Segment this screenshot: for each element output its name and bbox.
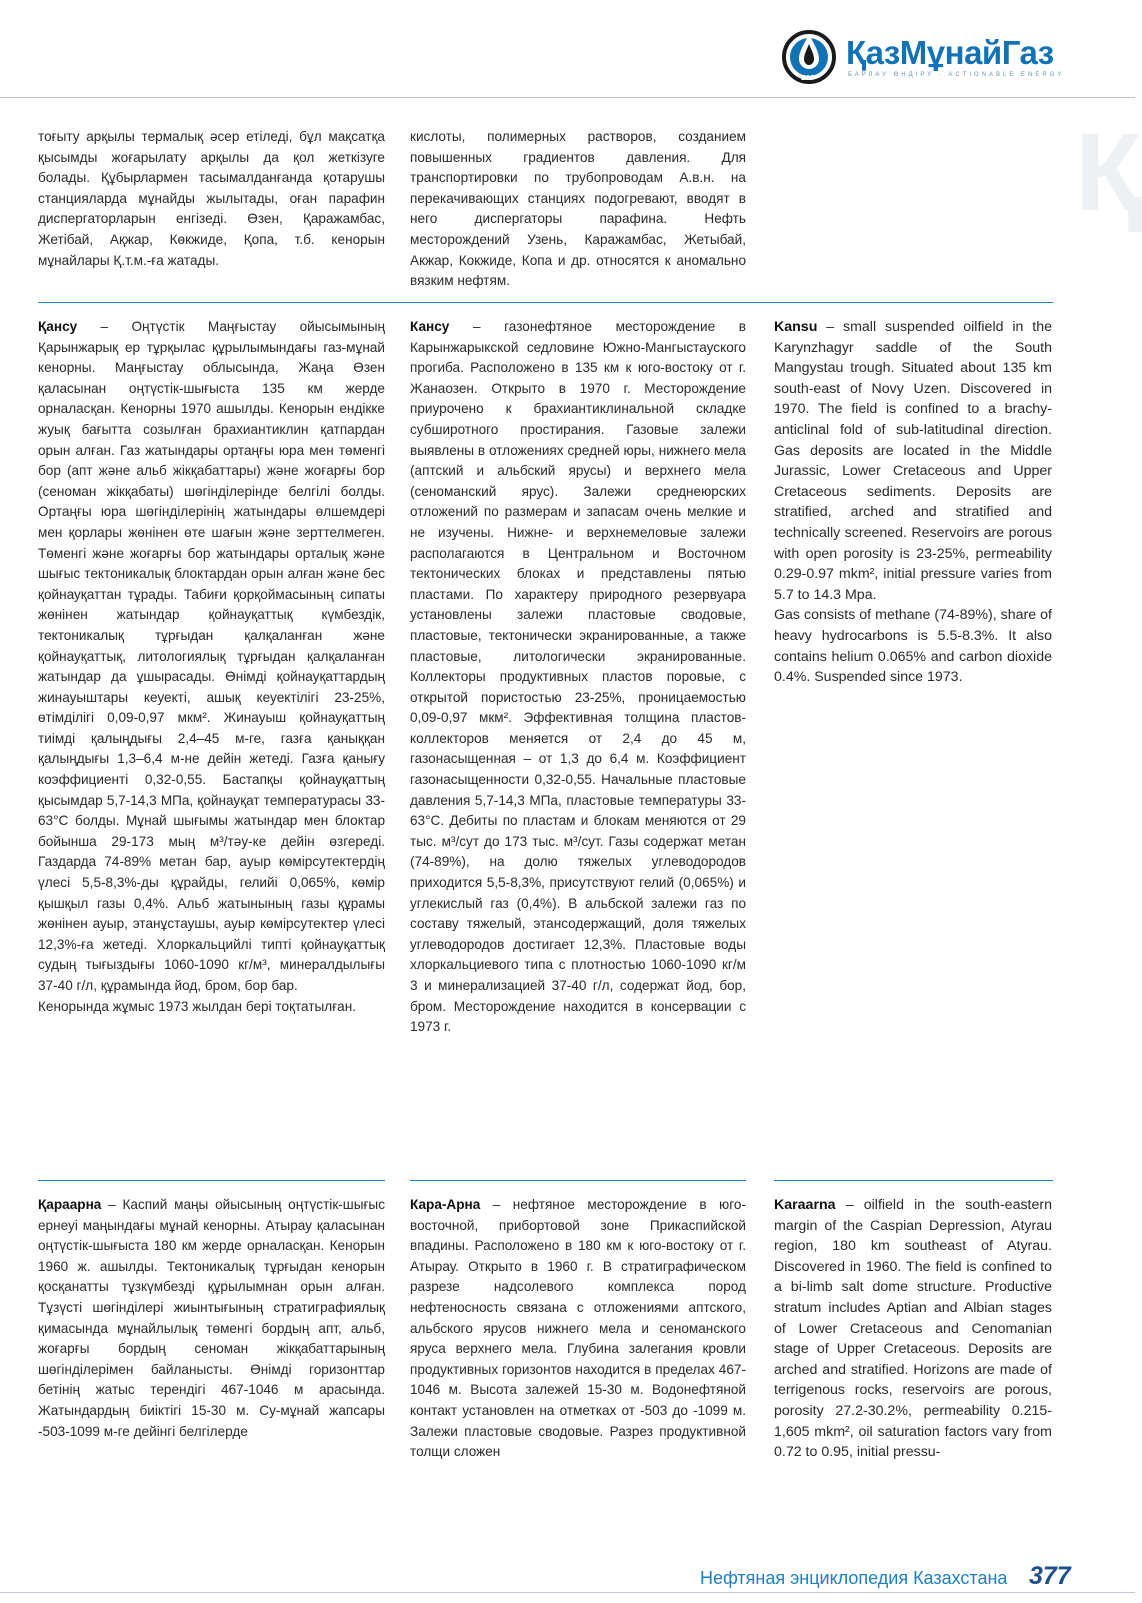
karaarna-russian-term: Кара-Арна bbox=[410, 1197, 481, 1212]
kansu-kazakh-text-2: Кенорында жұмыс 1973 жылдан бері тоқтатылған. bbox=[38, 998, 357, 1014]
kansu-english-text-2: Gas consists of methane (74-89%), share of heavy hydrocarbons is 5.5-8.3%. It also contains helium 0.065% and carbon dioxide 0.4%. Suspended since 1973. bbox=[774, 607, 1052, 686]
karaarna-kazakh-term: Қараарна bbox=[38, 1197, 102, 1212]
karaarna-russian-text: – нефтяное месторождение в юго-восточной, прибортовой зоне Прикаспийской впадины. Расположено в 180 км к юго-востоку от г. Атырау. Открыто в 1960 г. В стратиграфическом разрезе надсолевого комплекса пород нефтеносность связана с отложениями аптского, альбского ярусов нижнего мела и сеноманского яруса верхнего мела. Глубина залегания кровли продуктивных горизонтов находится в пределах 467-1046 м. Высота залежей 15-30 м. Водонефтяной контакт установлен на отметках от -503 до -1099 м. Залежи пластовые сводовые. Разрез продуктивной толщи сложен bbox=[410, 1197, 746, 1460]
kansu-english-text: – small suspended oilfield in the Karynzhagyr saddle of the South Mangystau trough. Situated about 135 km south-east of Novy Uzen. Discovered in 1970. The field is confined to a brachy- anticlinal fold of sub-latitudinal direction. Gas deposits are located in the Middle Jurassic, Lower Cretaceous and Upper Cretaceous sediments. Deposits are stratified, arched and stratified and technically screened. Reservoirs are porous with open porosity is 23-25%, permeability 0.29-0.97 mkm², initial pressure varies from 5.7 to 14.3 Mpa. bbox=[774, 319, 1052, 603]
header-divider bbox=[0, 97, 1135, 98]
section-divider-col3 bbox=[774, 1180, 1053, 1181]
kansu-kazakh-text: – Оңтүстік Маңғыстау ойысымының Қарынжарық ер тұрқылас құрылымындағы газ-мұнай кенорны. Маңғыстау облысында, Жаңа Өзен қаласынан оңтүстік-шығыста 135 км жерде орналасқан. Кенорны 1970 ашылды. Кенорын ендікке жуық бағытта созылған брахиантиклин қатпардан орын алған. Газ жатындары ортаңғы юра мен төменгі бор (апт және альб жікқабаттары) және жоғарғы бор (сеноман жікқабаты) шөгінділерінде белгілі болды. Ортаңғы юра шөгінділерінің жатындары өлшемдері мен қорлары жөнінен өте шағын және зерттелмеген. Төменгі және жоғарғы бор жатындары орталық және шығыс тектоникалық блоктардан орын алған және бес қойнауқаттан тұрады. Табиғи қорқоймасының сипаты жөнінен жатындар қойнауқаттық күмбездік, тектоникалық тұрғыдан қалқаланған және қойнауқаттық, литологиялық тұрғыдан қалқаланған жатындар да ұшырасады. Өнімді қойнауқаттардың жинауыштары кеуекті, ашық кеуектілігі 23-25%, өтімділігі 0,09-0,97 мкм². Жинауыш қойнауқаттың тиімді қалыңдығы 2,4–45 м-ге, газға қаныққан қалыңдығы 1,3–6,4 м-не дейін жетеді. Газға қанығу коэффициенті 0,32-0,55. Бастапқы қойнауқаттың қысымдар 5,7-14,3 МПа, қойнауқат температурасы 33-63°С болды. Мұнай шығымы жатындар мен блоктар бойынша 29-173 мың м³/тәу-ке дейін өзгереді. Газдарда 74-89% метан бар, ауыр көмірсутектердің үлесі 5,5-8,3%-ды құрайды, гелийі 0,065%, көмір қышқыл газы 0,4%. Альб жатынының газы құрамы жөнінен ауыр, этанұстаушы, ауыр көмірсутектер үлесі 12,3%-ға жетеді. Хлоркальцийлі типті қойнауқаттық судың тығыздығы 1060-1090 кг/м³, минералдылығы 37-40 г/л, құрамында йод, бром, бор бар. bbox=[38, 319, 385, 993]
section-divider-col1 bbox=[38, 1180, 385, 1181]
karaarna-english bbox=[774, 1195, 1052, 1463]
page-number: 377 bbox=[1029, 1562, 1071, 1590]
karaarna-english-term: Karaarna bbox=[774, 1197, 836, 1213]
footer-title: Нефтяная энциклопедия Казахстана bbox=[700, 1568, 1008, 1588]
logo-wordmark: ҚазМұнайГаз bbox=[846, 34, 1054, 71]
kansu-english-term: Kansu bbox=[774, 319, 818, 335]
section-divider bbox=[38, 302, 1053, 303]
section-letter-watermark: Қ bbox=[1075, 111, 1142, 234]
kansu-kazakh-term: Қансу bbox=[38, 319, 78, 334]
kansu-english bbox=[774, 317, 1052, 688]
top-fragment-russian-text: кислоты, полимерных растворов, созданием повышенных градиентов давления. Для транспортировки по трубопроводам А.в.н. на перекачивающих станциях подогревают, вводят в него диспергаторы парафина. Нефть месторождений Узень, Каражамбас, Жетыбай, Акжар, Кокжиде, Копа и др. относятся к аномально вязким нефтям. bbox=[410, 129, 746, 289]
karaarna-english-text: – oilfield in the south-eastern margin of the Caspian Depression, Atyrau region, 180 km southeast of Atyrau. Discovered in 1960. The field is confined to a bi-limb salt dome structure. Productive stratum includes Aptian and Albian stages of Lower Cretaceous and Cenomanian stage of Upper Cretaceous. Deposits are arched and stratified. Horizons are made of terrigenous rocks, reservoirs are porous, porosity 27.2-30.2%, permeability 0.215-1,605 mkm², oil saturation factors vary from 0.72 to 0.95, initial pressu- bbox=[774, 1197, 1052, 1461]
top-fragment-kazakh bbox=[38, 127, 385, 271]
kansu-kazakh bbox=[38, 317, 385, 1017]
kansu-russian-term: Кансу bbox=[410, 319, 450, 334]
footer-divider bbox=[0, 1592, 1135, 1593]
logo-tagline: БАРЛАУ ӨНДІРУ · ACTIONABLE ENERGY bbox=[848, 72, 1065, 78]
top-fragment-russian bbox=[410, 127, 746, 292]
section-divider-col2 bbox=[410, 1180, 746, 1181]
karaarna-kazakh-text: – Каспий маңы ойысының оңтүстік-шығыс ернеуі маңындағы мұнай кенорны. Атырау қаласынан оңтүстік-шығыста 180 км жерде орналасқан. Кенорын 1960 ж. ашылды. Тектоникалық тұрғыдан кенорын қосқанатты тұзкүмбезді құрылымнан орын алған. Тұзүсті шөгінділері жиынтығының стратиграфиялық қимасында мұнайлылық төменгі бордың апт, альб, жоғарғы бордың сеноман жікқабаттарының шөгінділерімен байланысты. Өнімді горизонттар бетінің жатыс терендігі 467-1046 м арасында. Жатындардың биіктігі 15-30 м. Су-мұнай жапсары -503-1099 м-ге дейінгі белгілерде bbox=[38, 1197, 385, 1439]
top-fragment-kazakh-text: тоғыту арқылы термалық әсер етіледі, бұл мақсатқа қысымды жоғарылату арқылы да қол жеткізуге болады. Құбырлармен тасымалданғанда қотарушы станцияларда мұнайды жылытады, оған парафин диспергаторларын енгізеді. Өзен, Қаражамбас, Жетібай, Ақжар, Көкжиде, Қопа, т.б. кенорын мұнайлары Қ.т.м.-ға жатады. bbox=[38, 129, 385, 268]
karaarna-kazakh bbox=[38, 1195, 385, 1442]
karaarna-russian bbox=[410, 1195, 746, 1463]
kansu-russian bbox=[410, 317, 746, 1038]
logo-badge: E&P bbox=[801, 75, 816, 82]
kansu-russian-text: – газонефтяное месторождение в Карынжарыкской седловине Южно-Мангыстауского прогиба. Расположено в 135 км к юго-востоку от г. Жанаозен. Открыто в 1970 г. Месторождение приурочено к брахиантиклинальной складке субширотного простирания. Газовые залежи выявлены в отложениях средней юры, нижнего мела (аптский и альбский ярусы) и верхнего мела (сеноманский ярус). Залежи среднеюрских отложений по размерам и запасам очень мелкие и не изучены. Нижне- и верхнемеловые залежи располагаются в Центральном и Восточном тектонических блоках и представлены пятью пластами. По характеру природного резервуара установлены залежи пластовые сводовые, пластовые, тектонически экранированные, а также пластовые, литологически экранированные. Коллекторы продуктивных пластов поровые, с открытой пористостью 23-25%, проницаемостью 0,09-0,97 мкм². Эффективная толщина пластов-коллекторов меняется от 2,4 до 45 м, газонасыщенная – от 1,3 до 6,4 м. Коэффициент газонасыщенности 0,32-0,55. Начальные пластовые давления 5,7-14,3 МПа, пластовые температуры 33-63°С. Дебиты по пластам и блокам меняются от 29 тыс. м³/сут до 173 тыс. м³/сут. Газы содержат метан (74-89%), на долю тяжелых углеводородов приходится 5,5-8,3%, присутствуют гелий (0,065%) и углекислый газ (0,4%). В альбской залежи газ по составу тяжелый, этансодержащий, доля тяжелых углеводородов достигает 12,3%. Пластовые воды хлоркальциевого типа с плотностью 1060-1090 кг/м 3 и минерализацией 37-40 г/л, содержат йод, бор, бром. Месторождение находится в консервации с 1973 г. bbox=[410, 319, 746, 1035]
